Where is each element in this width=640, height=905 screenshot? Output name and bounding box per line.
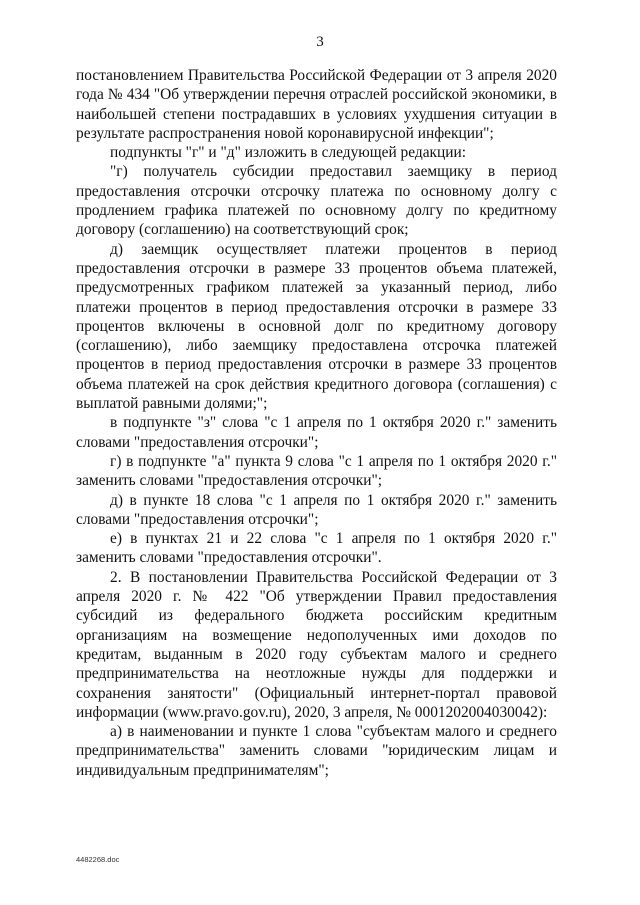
paragraph-item-d: д) в пункте 18 слова "с 1 апреля по 1 октября 2020 г." заменить словами "предоставления отсрочки"; [76, 491, 557, 528]
paragraph-continuation: постановлением Правительства Российской Федерации от 3 апреля 2020 года № 434 "Об утверждении перечня отраслей российской экономики, в наибольшей степени пострадавших в условиях ухудшения ситуации в результате распространения новой коронавирусной инфекции"; [76, 67, 557, 142]
paragraph-item-e: е) в пунктах 21 и 22 слова "с 1 апреля по 1 октября 2020 г." заменить словами "предоставления отсрочки". [76, 530, 557, 567]
paragraph-subitem-d: д) заемщик осуществляет платежи процентов в период предоставления отсрочки в размере 33 процентов объема платежей, предусмотренных графиком платежей за указанный период, либо платежи процентов в период предоставления отсрочки в размере 33 процентов включены в основной долг по кредитному договору (соглашению), либо заемщику предоставлена отсрочка платежей процентов в период предоставления отсрочки в размере 33 процентов объема платежей на срок действия кредитного договора (соглашения) с выплатой равными долями;"; [76, 240, 557, 413]
paragraph-subitems-intro: подпункты "г" и "д" изложить в следующей редакции: [110, 144, 466, 162]
document-file-code: 4482268.doc [76, 855, 120, 864]
page-number: 3 [316, 34, 324, 50]
paragraph-item-a: а) в наименовании и пункте 1 слова "субъектам малого и среднего предпринимательства" заменить словами "юридическим лицам и индивидуальным предпринимателям"; [76, 723, 557, 779]
paragraph-subitem-g: "г) получатель субсидии предоставил заемщику в период предоставления отсрочки отсрочку платежа по основному долгу с продлением графика платежей по основному долгу по кредитному договору (соглашению) на соответствующий срок; [76, 163, 557, 239]
paragraph-subitem-z: в подпункте "з" слова "с 1 апреля по 1 октября 2020 г." заменить словами "предоставления отсрочки"; [76, 414, 557, 451]
paragraph-item-g: г) в подпункте "а" пункта 9 слова "с 1 апреля по 1 октября 2020 г." заменить словами "предоставления отсрочки"; [76, 452, 557, 490]
document-body [76, 66, 557, 780]
paragraph-section-2: 2. В постановлении Правительства Российской Федерации от 3 апреля 2020 г. № 422 "Об утверждении Правил предоставления субсидий из федерального бюджета российским кредитным организациям на возмещение недополученных ими доходов по кредитам, выданным в 2020 году субъектам малого и среднего предпринимательства на неотложные нужды для поддержки и сохранения занятости" (Официальный интернет-портал правовой информации (www.pravo.gov.ru), 2020, 3 апреля, № 0001202004030042): [76, 568, 557, 721]
